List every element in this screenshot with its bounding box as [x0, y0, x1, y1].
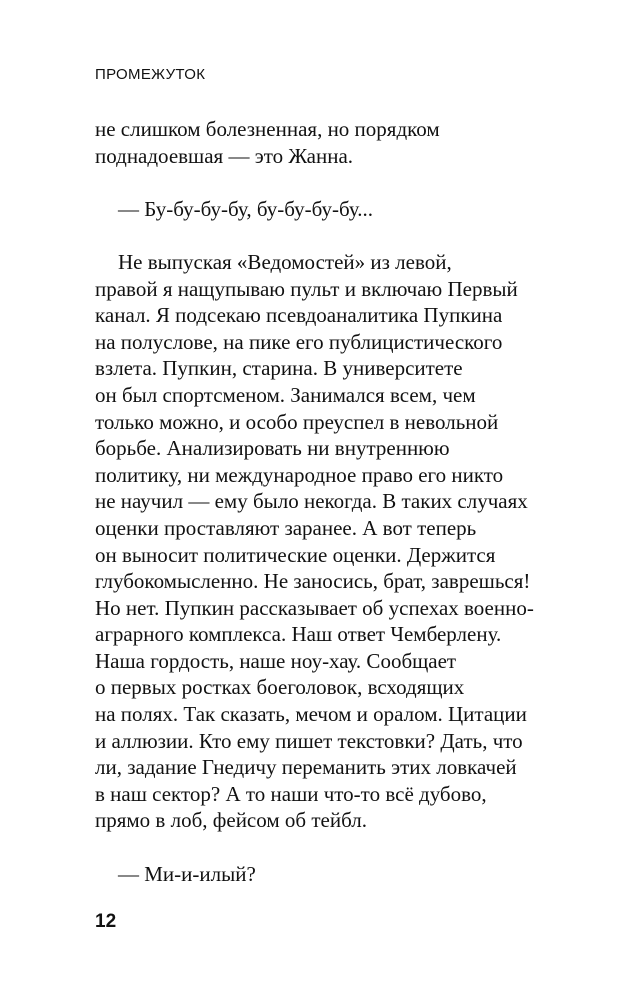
- running-head: ПРОМЕЖУТОК: [95, 66, 206, 83]
- text-line: оценки проставляют заранее. А вот теперь: [95, 515, 477, 540]
- text-line: Наша гордость, наше ноу-хау. Сообщает: [95, 648, 457, 673]
- text-line: на полуслове, на пике его публицистического: [95, 329, 503, 354]
- paragraph-gap: [95, 169, 535, 196]
- text-line: в наш сектор? А то наши что-то всё дубово,: [95, 781, 487, 806]
- text-line: Но нет. Пупкин рассказывает об успехах военно-: [95, 595, 534, 620]
- text-line: ли, задание Гнедичу переманить этих ловкачей: [95, 755, 517, 780]
- text-line: только можно, и особо преуспел в невольной: [95, 409, 499, 434]
- text-line: канал. Я подсекаю псевдоаналитика Пупкина: [95, 303, 503, 328]
- text-line: он был спортсменом. Занимался всем, чем: [95, 382, 476, 407]
- text-line: не научил — ему было некогда. В таких случаях: [95, 489, 528, 514]
- text-line: и аллюзии. Кто ему пишет текстовки? Дать, что: [95, 728, 523, 753]
- text-line: аграрного комплекса. Наш ответ Чемберлену.: [95, 622, 502, 647]
- text-line: правой я нащупываю пульт и включаю Первый: [95, 276, 518, 301]
- text-line: он выносит политические оценки. Держится: [95, 542, 496, 567]
- text-line: борьбе. Анализировать ни внутреннюю: [95, 436, 450, 461]
- text-line: поднадоевшая — это Жанна.: [95, 143, 354, 168]
- page-number: 12: [95, 911, 117, 932]
- dialogue-line: — Бу-бу-бу-бу, бу-бу-бу-бу...: [118, 196, 373, 221]
- text-line: на полях. Так сказать, мечом и оралом. Цитации: [95, 702, 527, 727]
- text-line: о первых ростках боеголовок, всходящих: [95, 675, 465, 700]
- text-line: политику, ни международное право его никто: [95, 462, 504, 487]
- paragraph-gap: [95, 834, 535, 861]
- text-line: не слишком болезненная, но порядком: [95, 117, 440, 141]
- text-line: прямо в лоб, фейсом об тейбл.: [95, 808, 367, 833]
- body-text: [95, 116, 535, 887]
- text-line: взлета. Пупкин, старина. В университете: [95, 356, 463, 381]
- dialogue-line: — Ми-и-илый?: [118, 861, 256, 886]
- text-line: глубокомысленно. Не заносись, брат, заврешься!: [95, 569, 531, 594]
- text-line: Не выпуская «Ведомостей» из левой,: [118, 249, 452, 274]
- paragraph-gap: [95, 222, 535, 249]
